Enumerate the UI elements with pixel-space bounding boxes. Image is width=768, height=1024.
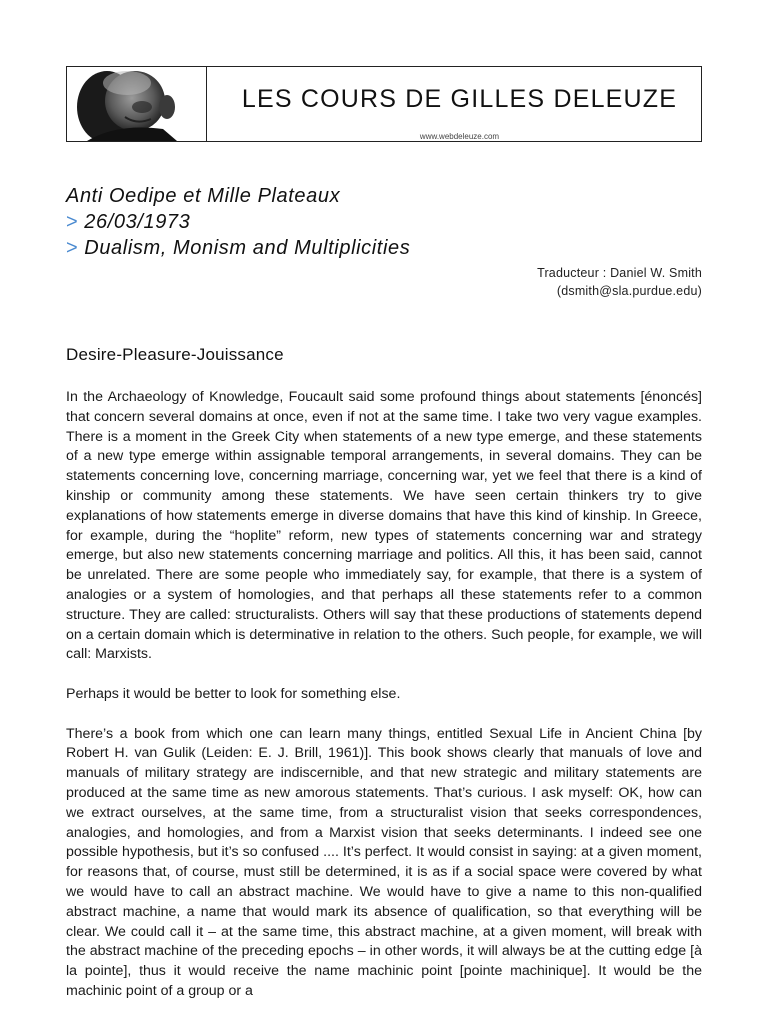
chevron-right-icon: >: [66, 237, 79, 259]
course-title: Anti Oedipe et Mille Plateaux: [66, 185, 341, 207]
series-title: LES COURS DE GILLES DELEUZE: [241, 85, 678, 113]
author-portrait: [67, 67, 207, 141]
paragraph: There’s a book from which one can learn many things, entitled Sexual Life in Ancient China [by Robert H. van Gulik (Leiden: E. J. Brill, 1961)]. This book shows clearly that manuals of love and manuals of military strategy are indiscernible, and that new strategic and military statements are produced at the same time as new amorous statements. That’s curious. I ask myself: OK, how can we extract ourselves, at the same time, from a structuralist vision that seeks correspondences, analogies, and homologies, and from a Marxist vision that seeks determinants. I indeed see one possible hypothesis, but it’s so confused .... It’s perfect. It would consist in saying: at a given moment, for reasons that, of course, must still be determined, it is as if a social space were covered by what we would have to call an abstract machine. We would have to give a name to this non-qualified abstract machine, a name that would mark its absence of qualification, so that everything will be clear. We could call it – at the same time, this abstract machine, at a given moment, will break with the abstract machine of the preceding epochs – in other words, it will always be at the cutting edge [à la pointe], thus it would receive the name machinic point [pointe machinique]. It would be the machinic point of a group or a: [66, 725, 702, 999]
paragraph: Perhaps it would be better to look for something else.: [66, 685, 401, 702]
portrait-image: [67, 67, 206, 141]
course-date: 26/03/1973: [84, 211, 191, 233]
section-heading: Desire-Pleasure-Jouissance: [66, 345, 284, 364]
body-text: [66, 388, 702, 1022]
chevron-right-icon: >: [66, 211, 79, 233]
course-subtitle-line: [66, 235, 706, 261]
paragraph: In the Archaeology of Knowledge, Foucault said some profound things about statements [énoncés] that concern several domains at once, even if not at the same time. I take two very vague examples. There is a moment in the Greek City when statements of a new type emerge, and these statements of a new type emerge within assignable temporal arrangements, in several domains. They can be statements concerning love, concerning marriage, concerning war, yet we feel that there is a kind of kinship or community among these statements. We have seen certain thinkers try to give explanations of how statements emerge in diverse domains that have this kind of kinship. In Greece, for example, during the “hoplite” reform, new types of statements concerning war and strategy emerge, but also new statements concerning marriage and politics. All this, it has been said, cannot be unrelated. There are some people who immediately say, for example, that there is a system of analogies or a system of homologies, and that perhaps all these statements refer to a common structure. They are called: structuralists. Others will say that these productions of statements depend on a certain domain which is determinative in relation to the others. Such people, for example, we will call: Marxists.: [66, 389, 702, 663]
course-date-line: [66, 209, 706, 235]
translator-name: Traducteur : Daniel W. Smith: [537, 266, 702, 280]
website-url[interactable]: www.webdeleuze.com: [419, 132, 500, 141]
translator-credit: [537, 264, 702, 300]
translator-email[interactable]: (dsmith@sla.purdue.edu): [556, 284, 702, 298]
course-subtitle: Dualism, Monism and Multiplicities: [84, 237, 411, 259]
course-title-block: [66, 183, 706, 261]
header-banner: [66, 66, 702, 142]
